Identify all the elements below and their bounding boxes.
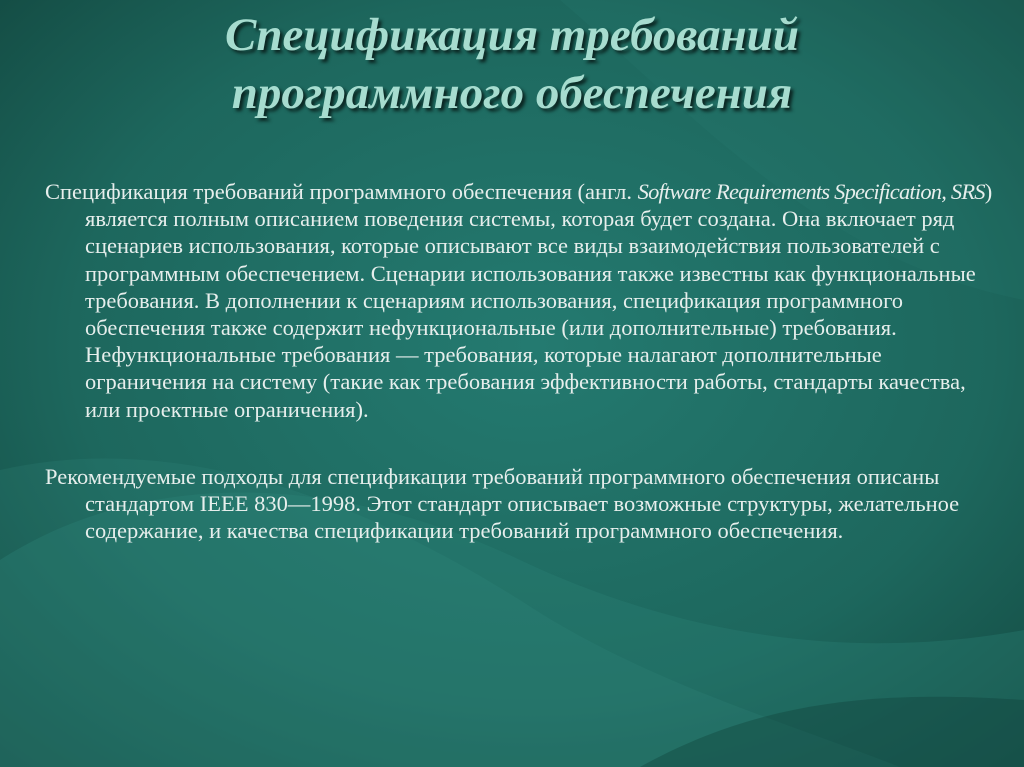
term-software: Software [637,179,711,204]
slide-title-line-1: Спецификация требований [225,9,799,61]
paragraph-srs-definition [45,178,1005,423]
paragraph-lead: Спецификация требований программного обеспечения (англ. [45,179,638,204]
slide-body [45,178,1005,544]
slide-title-line-2: программного обеспечения [231,67,793,119]
term-requirements-specification: Requirements Specification, SRS [716,179,985,204]
paragraph-ieee-standard: Рекомендуемые подходы для спецификации требований программного обеспечения описаны стандартом IEEE 830—1998. Этот стандарт описывает возможные структуры, желательное содержание, и качества спецификации требований программного обеспечения. [45,463,960,544]
paragraph-rest: ) является полным описанием поведения системы, которая будет создана. Она включает ряд сценариев использования, которые описывают все виды взаимодействия пользователей с программным обеспечением. Сценарии использования также известны как функциональные требования. В дополнении к сценариям использования, спецификация программного обеспечения также содержит нефункциональные (или дополнительные) требования. Нефункциональные требования — требования, которые налагают дополнительные ограничения на систему (такие как требования эффективности работы, стандарты качества, или проектные ограничения). [85,179,993,422]
slide-title [0,6,1024,122]
